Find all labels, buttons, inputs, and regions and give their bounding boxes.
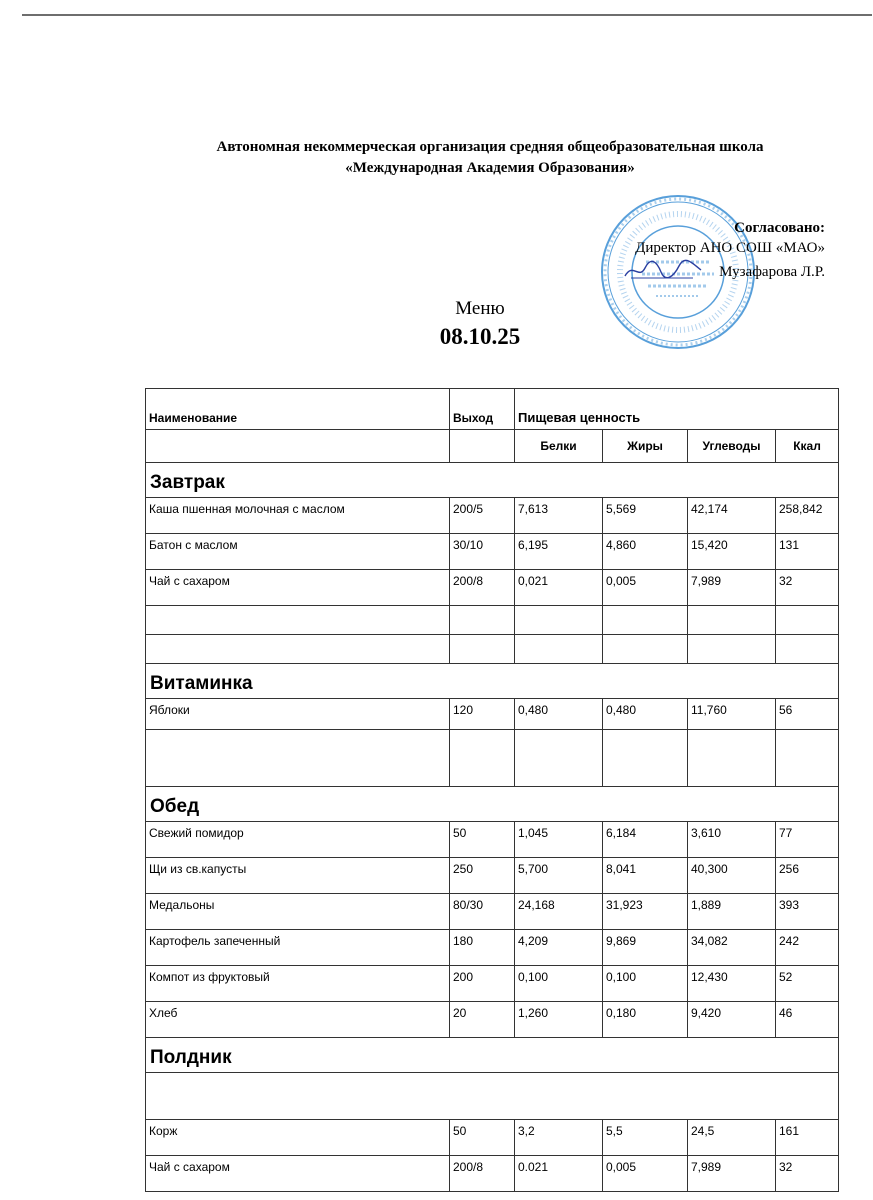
- cell-yield: 120: [450, 699, 515, 730]
- cell-carbs: 7,989: [688, 570, 776, 606]
- cell-protein: 0,100: [515, 966, 603, 1002]
- cell-carbs: 15,420: [688, 534, 776, 570]
- menu-title: [380, 296, 580, 352]
- table-header-row: [146, 389, 839, 430]
- cell-name: Яблоки: [146, 699, 450, 730]
- table-row: [146, 822, 839, 858]
- cell-name: Чай с сахаром: [146, 1156, 450, 1192]
- empty-row: [146, 1073, 839, 1120]
- cell-carbs: 24,5: [688, 1120, 776, 1156]
- cell-kcal: 32: [776, 1156, 839, 1192]
- header-nutrition: Пищевая ценность: [515, 389, 839, 430]
- cell-fat: 9,869: [603, 930, 688, 966]
- cell-yield: 80/30: [450, 894, 515, 930]
- cell-name: Чай с сахаром: [146, 570, 450, 606]
- cell-fat: 0,005: [603, 570, 688, 606]
- section-title: Обед: [146, 787, 839, 822]
- cell-yield: 180: [450, 930, 515, 966]
- cell-yield: 50: [450, 822, 515, 858]
- cell-protein: 3,2: [515, 1120, 603, 1156]
- table-row: [146, 930, 839, 966]
- section-snack: [146, 1038, 839, 1073]
- header-carbs: Углеводы: [688, 430, 776, 463]
- top-border-line: [22, 14, 872, 16]
- table-row: [146, 1156, 839, 1192]
- approval-agreed: Согласовано:: [734, 220, 825, 236]
- cell-protein: 0,480: [515, 699, 603, 730]
- section-title: Завтрак: [146, 463, 839, 498]
- cell-name: Хлеб: [146, 1002, 450, 1038]
- cell-fat: 5,5: [603, 1120, 688, 1156]
- cell-kcal: 46: [776, 1002, 839, 1038]
- org-name-line2: «Международная Академия Образования»: [345, 160, 635, 176]
- signature-icon: [623, 258, 703, 282]
- table-row: [146, 1120, 839, 1156]
- cell-name: Щи из св.капусты: [146, 858, 450, 894]
- cell-kcal: 256: [776, 858, 839, 894]
- cell-kcal: 77: [776, 822, 839, 858]
- header-protein: Белки: [515, 430, 603, 463]
- cell-kcal: 131: [776, 534, 839, 570]
- cell-protein: 4,209: [515, 930, 603, 966]
- cell-kcal: 32: [776, 570, 839, 606]
- approval-block: [623, 218, 825, 282]
- cell-protein: 0.021: [515, 1156, 603, 1192]
- cell-protein: 0,021: [515, 570, 603, 606]
- cell-yield: 20: [450, 1002, 515, 1038]
- cell-fat: 0,180: [603, 1002, 688, 1038]
- table-row: [146, 1002, 839, 1038]
- cell-fat: 0,005: [603, 1156, 688, 1192]
- table-row: [146, 858, 839, 894]
- cell-fat: 31,923: [603, 894, 688, 930]
- cell-yield: 30/10: [450, 534, 515, 570]
- cell-name: Батон с маслом: [146, 534, 450, 570]
- cell-carbs: 11,760: [688, 699, 776, 730]
- cell-name: Медальоны: [146, 894, 450, 930]
- section-breakfast: [146, 463, 839, 498]
- table-row: [146, 966, 839, 1002]
- cell-carbs: 40,300: [688, 858, 776, 894]
- menu-table: [145, 388, 839, 1192]
- table-row: [146, 570, 839, 606]
- cell-protein: 6,195: [515, 534, 603, 570]
- cell-protein: 1,045: [515, 822, 603, 858]
- cell-yield: 200/8: [450, 1156, 515, 1192]
- cell-fat: 0,480: [603, 699, 688, 730]
- cell-carbs: 3,610: [688, 822, 776, 858]
- header-yield: Выход: [450, 389, 515, 430]
- empty-row: [146, 606, 839, 635]
- cell-yield: 200/8: [450, 570, 515, 606]
- cell-protein: 1,260: [515, 1002, 603, 1038]
- header-fat: Жиры: [603, 430, 688, 463]
- cell-fat: 4,860: [603, 534, 688, 570]
- cell-carbs: 7,989: [688, 1156, 776, 1192]
- cell-fat: 6,184: [603, 822, 688, 858]
- cell-protein: 5,700: [515, 858, 603, 894]
- organization-header: [100, 137, 873, 179]
- cell-name: Картофель запеченный: [146, 930, 450, 966]
- table-row: [146, 498, 839, 534]
- cell-carbs: 1,889: [688, 894, 776, 930]
- cell-protein: 24,168: [515, 894, 603, 930]
- cell-kcal: 242: [776, 930, 839, 966]
- cell-fat: 0,100: [603, 966, 688, 1002]
- table-row: [146, 894, 839, 930]
- table-subheader-row: [146, 430, 839, 463]
- menu-word: Меню: [455, 298, 505, 319]
- menu-date: 08.10.25: [439, 324, 521, 349]
- cell-carbs: 34,082: [688, 930, 776, 966]
- cell-carbs: 12,430: [688, 966, 776, 1002]
- table-row: [146, 534, 839, 570]
- cell-kcal: 52: [776, 966, 839, 1002]
- cell-yield: 200: [450, 966, 515, 1002]
- cell-yield: 50: [450, 1120, 515, 1156]
- cell-yield: 200/5: [450, 498, 515, 534]
- cell-name: Компот из фруктовый: [146, 966, 450, 1002]
- approval-position: Директор АНО СОШ «МАО»: [635, 240, 825, 256]
- cell-carbs: 9,420: [688, 1002, 776, 1038]
- cell-name: Корж: [146, 1120, 450, 1156]
- cell-fat: 5,569: [603, 498, 688, 534]
- cell-name: Свежий помидор: [146, 822, 450, 858]
- cell-carbs: 42,174: [688, 498, 776, 534]
- empty-row: [146, 635, 839, 664]
- cell-fat: 8,041: [603, 858, 688, 894]
- cell-kcal: 258,842: [776, 498, 839, 534]
- section-vitamin: [146, 664, 839, 699]
- header-name: Наименование: [146, 389, 450, 430]
- empty-row: [146, 730, 839, 787]
- cell-yield: 250: [450, 858, 515, 894]
- org-name-line1: Автономная некоммерческая организация средняя общеобразовательная школа: [216, 139, 764, 155]
- header-kcal: Ккал: [776, 430, 839, 463]
- cell-kcal: 56: [776, 699, 839, 730]
- cell-protein: 7,613: [515, 498, 603, 534]
- approval-name: Музафарова Л.Р.: [719, 264, 825, 280]
- section-title: Витаминка: [146, 664, 839, 699]
- cell-kcal: 161: [776, 1120, 839, 1156]
- section-lunch: [146, 787, 839, 822]
- section-title: Полдник: [146, 1038, 839, 1073]
- cell-kcal: 393: [776, 894, 839, 930]
- cell-name: Каша пшенная молочная с маслом: [146, 498, 450, 534]
- table-row: [146, 699, 839, 730]
